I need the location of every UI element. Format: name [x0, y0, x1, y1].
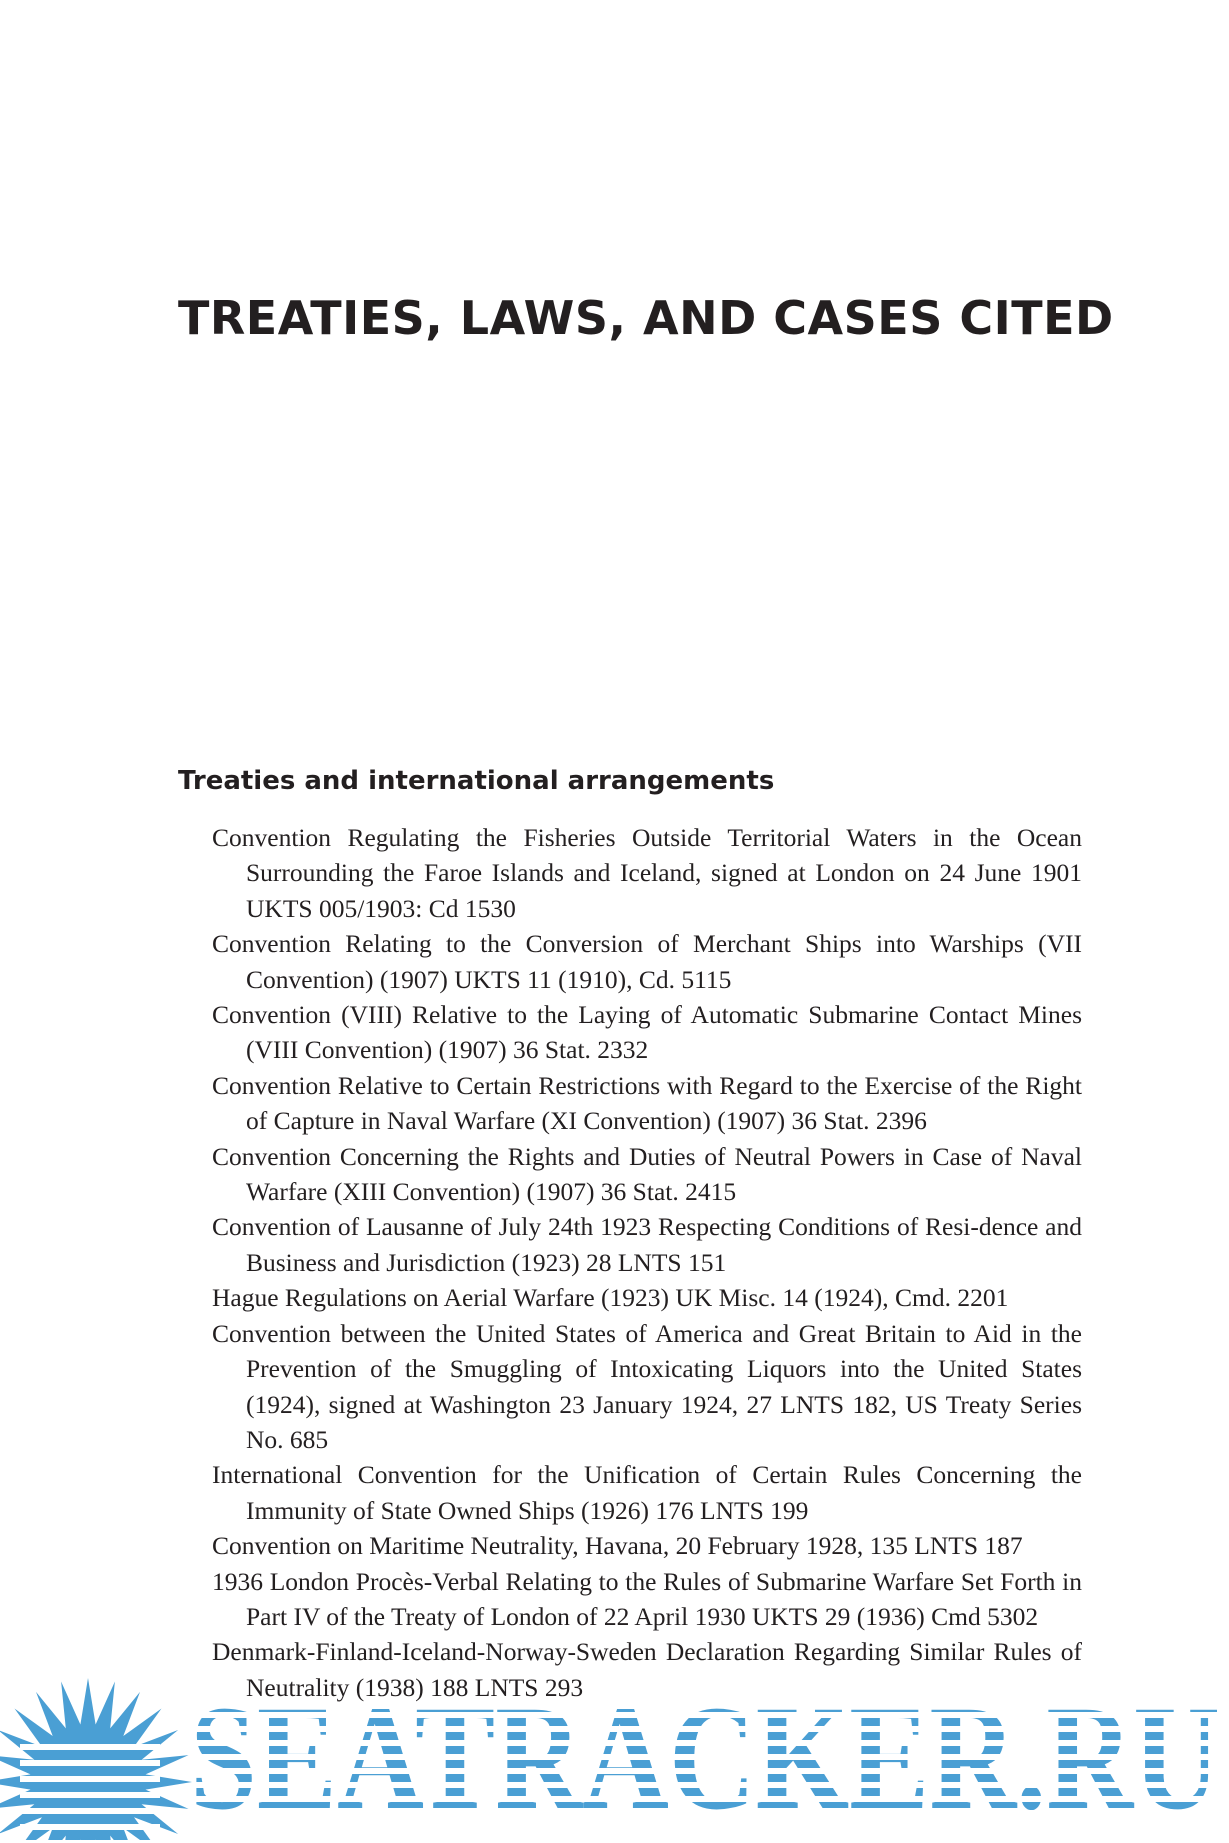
treaty-entry: Convention Relating to the Conversion of Merchant Ships into Warships (VII Convention) (1907) UKTS 11 (1910), Cd. 5115: [212, 929, 1082, 994]
treaty-entry: Hague Regulations on Aerial Warfare (1923) UK Misc. 14 (1924), Cmd. 2201: [212, 1283, 1009, 1313]
treaty-entry: International Convention for the Unification of Certain Rules Concerning the Immunity of State Owned Ships (1926) 176 LNTS 199: [212, 1460, 1082, 1525]
treaty-list: [212, 820, 1082, 1705]
treaty-entry: Convention between the United States of America and Great Britain to Aid in the Prevention of the Smuggling of Intoxicating Liquors into the United States (1924), signed at Washington 23 January 1924, 27 LNTS 182, US Treaty Series No. 685: [212, 1318, 1082, 1454]
watermark-text: [190, 1676, 1220, 1826]
treaty-entry: Convention Concerning the Rights and Duties of Neutral Powers in Case of Naval Warfare (XIII Convention) (1907) 36 Stat. 2415: [212, 1141, 1082, 1207]
sun-stripe: [20, 1824, 160, 1830]
treaty-entry: Convention (VIII) Relative to the Laying of Automatic Submarine Contact Mines (VIII Convention) (1907) 36 Stat. 2332: [212, 1000, 1082, 1065]
watermark-label: SEATRACKER.RU: [190, 1676, 1220, 1826]
treaty-entry: Convention of Lausanne of July 24th 1923 Respecting Conditions of Resi-dence and Business and Jurisdiction (1923) 28 LNTS 151: [212, 1212, 1082, 1277]
sun-icon: [0, 1678, 192, 1843]
sun-stripe: [20, 1808, 160, 1814]
treaty-entry: 1936 London Procès-Verbal Relating to the Rules of Submarine Warfare Set Forth in Part IV of the Treaty of London of 22 April 1930 UKTS 29 (1936) Cmd 5302: [212, 1566, 1082, 1631]
treaty-entry: Denmark-Finland-Iceland-Norway-Sweden Declaration Regarding Similar Rules of Neutrality (1938) 188 LNTS 293: [212, 1637, 1082, 1702]
section-heading: Treaties and international arrangements: [178, 766, 775, 796]
treaty-entry: Convention Relative to Certain Restrictions with Regard to the Exercise of the Right of Capture in Naval Warfare (XI Convention) (1907) 36 Stat. 2396: [212, 1070, 1082, 1136]
sun-stripe: [20, 1760, 160, 1766]
treaty-entry: Convention on Maritime Neutrality, Havana, 20 February 1928, 135 LNTS 187: [212, 1531, 1023, 1561]
sun-stripe: [20, 1744, 160, 1750]
sun-stripe: [20, 1792, 160, 1798]
page-title: TREATIES, LAWS, AND CASES CITED: [178, 291, 1114, 345]
treaty-entry: Convention Regulating the Fisheries Outside Territorial Waters in the Ocean Surrounding the Faroe Islands and Iceland, signed at London on 24 June 1901 UKTS 005/1903: Cd 1530: [212, 823, 1082, 923]
sun-stripe: [20, 1776, 160, 1782]
